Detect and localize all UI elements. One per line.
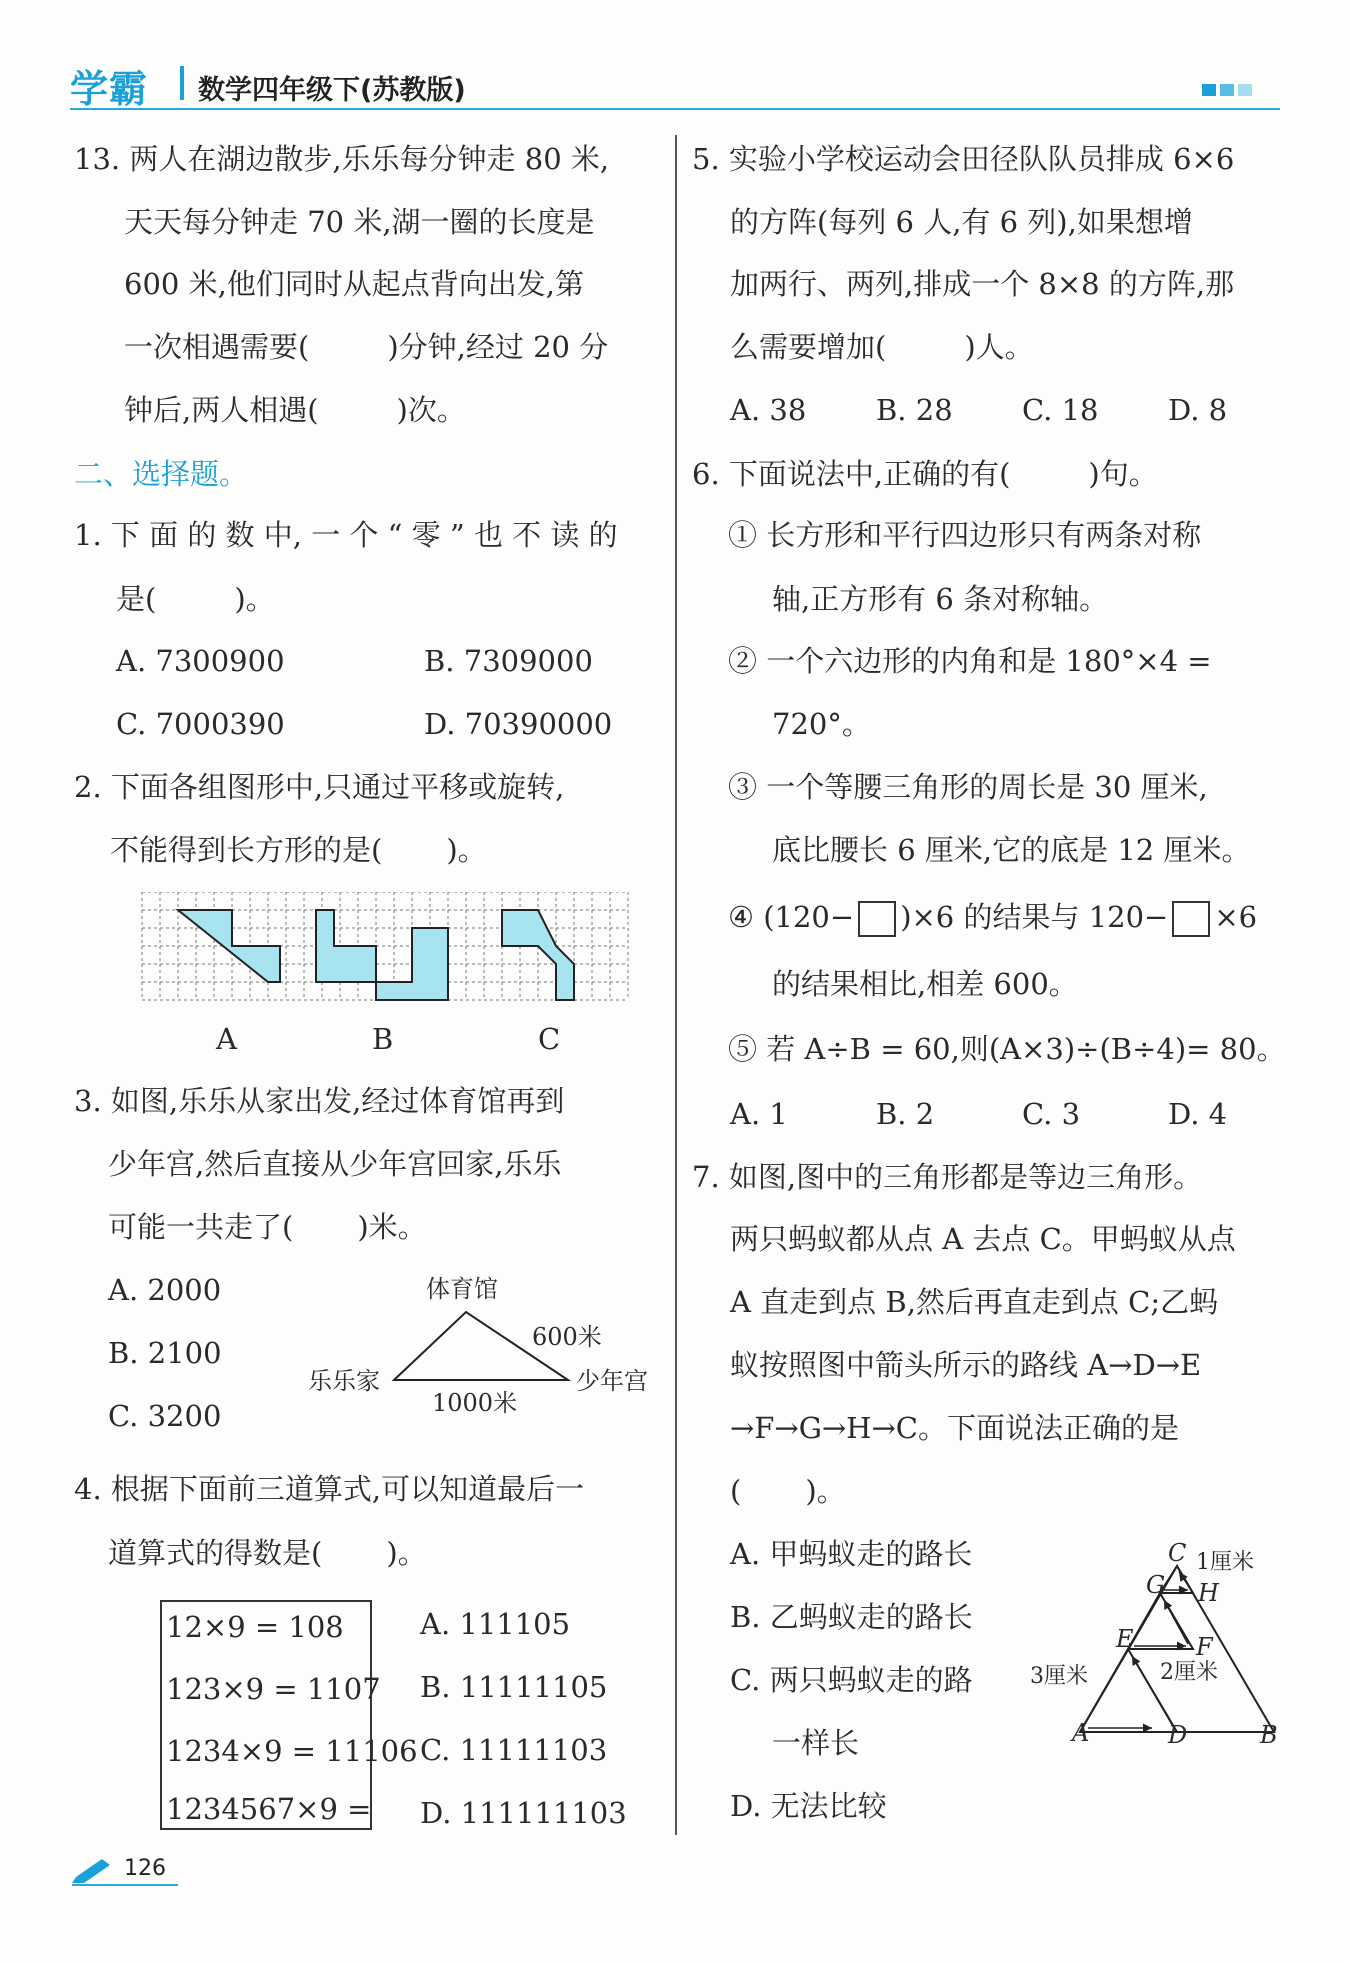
q7-option-a: A. 甲蚂蚁走的路长	[730, 1537, 973, 1571]
q2-label-b: B	[372, 1022, 394, 1056]
q6-option-a: A. 1	[730, 1097, 788, 1131]
q5-line-1: 5. 实验小学校运动会田径队队员排成 6×6	[692, 142, 1235, 176]
q13-line-4: 一次相遇需要( )分钟,经过 20 分	[124, 330, 609, 364]
q3-label-gym: 体育馆	[426, 1275, 498, 1303]
header-rule	[70, 108, 1280, 110]
q4-option-b: B. 11111105	[420, 1670, 608, 1704]
q6-s3-line-2: 底比腰长 6 厘米,它的底是 12 厘米。	[772, 833, 1251, 867]
q1-option-b: B. 7309000	[424, 644, 593, 678]
q3-label-home: 乐乐家	[308, 1367, 380, 1395]
logo-divider	[180, 66, 184, 100]
q13-line-1: 13. 两人在湖边散步,乐乐每分钟走 80 米,	[74, 142, 610, 176]
q7-option-c-line-2: 一样长	[772, 1726, 860, 1760]
q7-len-2: 2厘米	[1160, 1660, 1218, 1685]
q7-option-b: B. 乙蚂蚁走的路长	[730, 1600, 973, 1634]
q6-option-c: C. 3	[1022, 1097, 1081, 1131]
q4-calc-4: 1234567×9 =	[166, 1792, 372, 1826]
q7-point-d: D	[1168, 1721, 1188, 1749]
q7-len-3: 3厘米	[1030, 1664, 1088, 1689]
book-title: 数学四年级下(苏教版)	[198, 75, 466, 106]
q6-line-1: 6. 下面说法中,正确的有( )句。	[692, 457, 1158, 491]
q1-option-d: D. 70390000	[424, 707, 613, 741]
q7-line-3: A 直走到点 B,然后再直走到点 C;乙蚂	[730, 1285, 1219, 1319]
q2-label-c: C	[538, 1022, 561, 1056]
q4-option-a: A. 111105	[420, 1607, 571, 1641]
q7-line-1: 7. 如图,图中的三角形都是等边三角形。	[692, 1160, 1203, 1194]
q6-s1-line-1: ① 长方形和平行四边形只有两条对称	[728, 518, 1202, 552]
q4-line-2: 道算式的得数是( )。	[108, 1536, 427, 1570]
q3-line-1: 3. 如图,乐乐从家出发,经过体育馆再到	[74, 1084, 565, 1118]
page-header	[70, 58, 1280, 110]
blank-box-1	[858, 901, 896, 937]
q3-label-palace: 少年宫	[576, 1367, 648, 1395]
q7-len-1: 1厘米	[1196, 1550, 1254, 1575]
q3-line-3: 可能一共走了( )米。	[108, 1210, 427, 1244]
q7-line-6: ( )。	[730, 1474, 846, 1508]
q7-point-g: G	[1146, 1571, 1166, 1599]
q2-line-1: 2. 下面各组图形中,只通过平移或旋转,	[74, 770, 565, 804]
q6-s4-line-1: ④ (120− )×6 的结果与 120− ×6	[728, 898, 1257, 937]
q7-point-b: B	[1260, 1721, 1278, 1749]
q7-point-c: C	[1168, 1539, 1187, 1567]
page-number: 126	[124, 1856, 166, 1881]
q3-label-1000: 1000米	[432, 1389, 518, 1417]
q4-calc-1: 12×9 = 108	[166, 1610, 344, 1644]
q5-line-2: 的方阵(每列 6 人,有 6 列),如果想增	[730, 205, 1193, 239]
q1-option-a: A. 7300900	[116, 644, 285, 678]
q1-option-c: C. 7000390	[116, 707, 285, 741]
q13-line-2: 天天每分钟走 70 米,湖一圈的长度是	[124, 205, 595, 239]
q4-line-1: 4. 根据下面前三道算式,可以知道最后一	[74, 1472, 585, 1506]
q5-option-d: D. 8	[1168, 393, 1228, 427]
q6-s1-line-2: 轴,正方形有 6 条对称轴。	[772, 582, 1109, 616]
q4-calc-2: 123×9 = 1107	[166, 1672, 381, 1706]
q7-point-a: A	[1072, 1719, 1090, 1747]
q5-line-4: 么需要增加( )人。	[730, 330, 1034, 364]
q2-grid-figure	[140, 892, 630, 1022]
q13-line-5: 钟后,两人相遇( )次。	[124, 393, 466, 427]
q2-label-a: A	[216, 1022, 237, 1056]
q7-line-4: 蚁按照图中箭头所示的路线 A→D→E	[730, 1348, 1202, 1382]
q6-s5: ⑤ 若 A÷B = 60,则(A×3)÷(B÷4)= 80。	[728, 1032, 1286, 1066]
q7-point-f: F	[1196, 1633, 1213, 1661]
q6-s4-line-2: 的结果相比,相差 600。	[772, 967, 1078, 1001]
q6-s3-line-1: ③ 一个等腰三角形的周长是 30 厘米,	[728, 770, 1208, 804]
q5-option-b: B. 28	[876, 393, 953, 427]
q5-option-c: C. 18	[1022, 393, 1099, 427]
footer-rule	[72, 1884, 178, 1886]
q7-option-c-line-1: C. 两只蚂蚁走的路	[730, 1663, 973, 1697]
q7-point-h: H	[1198, 1579, 1219, 1607]
q3-option-c: C. 3200	[108, 1399, 222, 1433]
q3-option-a: A. 2000	[108, 1273, 222, 1307]
section-title: 二、选择题。	[74, 457, 249, 491]
q7-point-e: E	[1116, 1625, 1134, 1653]
q6-option-b: B. 2	[876, 1097, 935, 1131]
q4-option-d: D. 111111103	[420, 1796, 627, 1830]
q5-line-3: 加两行、两列,排成一个 8×8 的方阵,那	[730, 267, 1235, 301]
q6-option-d: D. 4	[1168, 1097, 1228, 1131]
q1-line-1: 1. 下 面 的 数 中, 一 个 “ 零 ” 也 不 读 的	[74, 518, 618, 552]
q4-calc-3: 1234×9 = 11106	[166, 1734, 418, 1768]
q3-label-600: 600米	[532, 1323, 602, 1351]
q4-option-c: C. 11111103	[420, 1733, 608, 1767]
q7-option-d: D. 无法比较	[730, 1789, 887, 1823]
header-square-3	[1238, 84, 1252, 96]
q3-line-2: 少年宫,然后直接从少年宫回家,乐乐	[108, 1147, 562, 1181]
pencil-icon	[72, 1855, 116, 1883]
q6-s2-line-2: 720°。	[772, 707, 871, 741]
q7-line-2: 两只蚂蚁都从点 A 去点 C。甲蚂蚁从点	[730, 1222, 1236, 1256]
logo: 学霸	[70, 67, 149, 111]
q1-line-2: 是( )。	[116, 582, 275, 616]
q2-line-2: 不能得到长方形的是( )。	[110, 833, 487, 867]
q7-line-5: →F→G→H→C。下面说法正确的是	[730, 1411, 1179, 1445]
blank-box-2	[1172, 901, 1210, 937]
q5-option-a: A. 38	[730, 393, 807, 427]
q6-s2-line-1: ② 一个六边形的内角和是 180°×4 =	[728, 644, 1212, 678]
column-divider	[675, 135, 677, 1835]
header-square-2	[1220, 84, 1234, 96]
q3-option-b: B. 2100	[108, 1336, 222, 1370]
q13-line-3: 600 米,他们同时从起点背向出发,第	[124, 267, 585, 301]
q4-calc-box	[160, 1600, 418, 1830]
header-square-1	[1202, 84, 1216, 96]
